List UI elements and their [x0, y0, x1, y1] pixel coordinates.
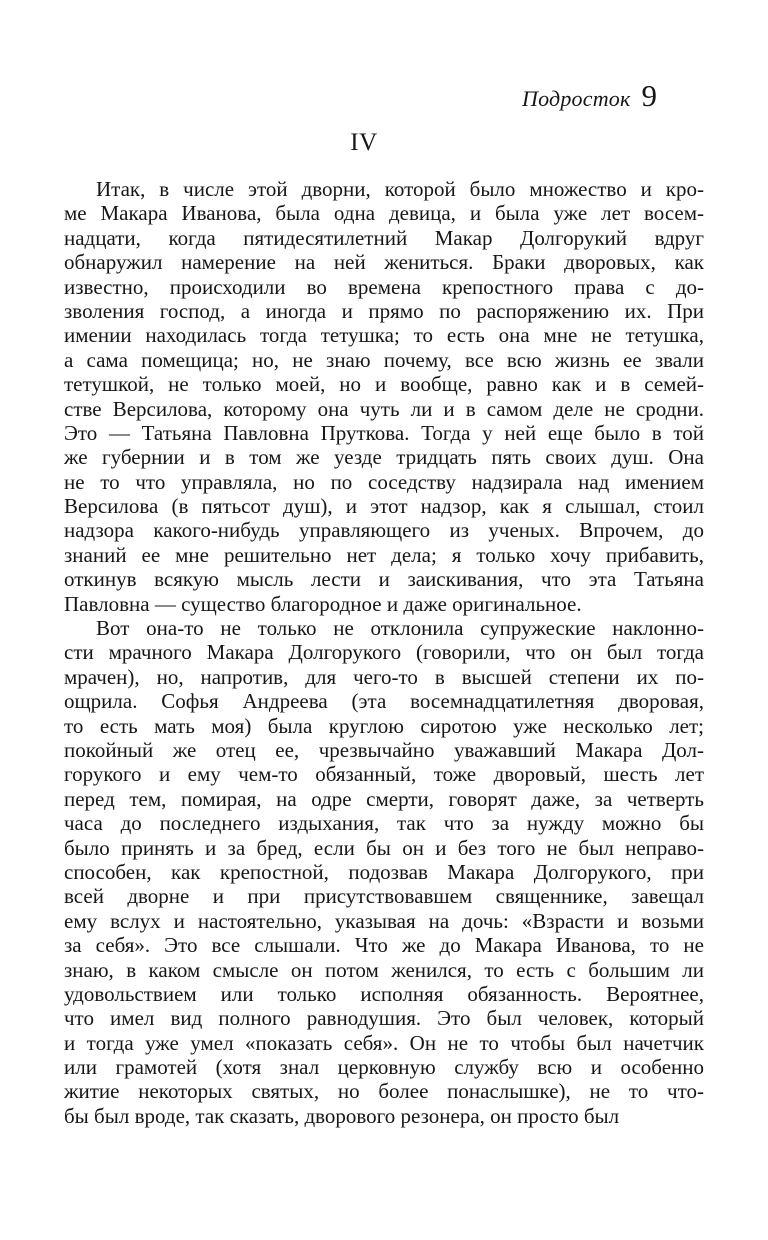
text-line: перед тем, помирая, на одре смерти, говорят даже, за четверть [64, 786, 704, 811]
text-line: всей дворне и при присутствовавшем священнике, завещал [64, 884, 704, 909]
text-line: способен, как крепостной, подозвав Макара Долгорукого, при [64, 859, 704, 884]
text-line: тетушкой, не только моей, но и вообще, равно как и в семей- [64, 372, 704, 397]
text-line: что имел вид полного равнодушия. Это был человек, который [64, 1006, 704, 1031]
text-line: известно, происходили во времена крепостного права с до- [64, 274, 704, 299]
text-line: обнаружил намерение на ней жениться. Браки дворовых, как [64, 250, 704, 275]
text-line: было принять и за бред, если бы он и без того не был неправо- [64, 835, 704, 860]
text-line: знаю, в каком смысле он потом женился, то есть с большим ли [64, 957, 704, 982]
text-line: покойный же отец ее, чрезвычайно уважавший Макара Дол- [64, 737, 704, 762]
text-line: и тогда уже умел «показать себя». Он не то чтобы был начетчик [64, 1030, 704, 1055]
text-line: Это — Татьяна Павловна Пруткова. Тогда у ней еще было в той [64, 420, 704, 445]
text-line: бы был вроде, так сказать, дворового резонера, он просто был [64, 1103, 620, 1128]
text-line: часа до последнего издыхания, так что за нужду можно бы [64, 811, 704, 836]
text-line: Итак, в числе этой дворни, которой было множество и кро- [96, 177, 704, 201]
text-line: за себя». Это все слышали. Что же до Макара Иванова, то не [64, 933, 704, 958]
text-line: знаний ее мне решительно нет дела; я только хочу прибавить, [64, 542, 704, 567]
text-line: или грамотей (хотя знал церковную службу всю и особенно [64, 1055, 704, 1080]
paragraph [64, 616, 704, 1128]
text-line: ме Макара Иванова, была одна девица, и была уже лет восем- [64, 201, 704, 226]
chapter-heading: IV [350, 129, 378, 156]
text-line: сти мрачного Макара Долгорукого (говорили, что он был тогда [64, 640, 704, 665]
text-line: надцати, когда пятидесятилетний Макар Долгорукий вдруг [64, 225, 704, 250]
text-line: горукого и ему чем-то обязанный, тоже дворовый, шесть лет [64, 762, 704, 787]
text-line: не то что управляла, но по соседству надзирала над имением [64, 469, 704, 494]
text-line: мрачен), но, напротив, для чего-то в высшей степени их по- [64, 664, 704, 689]
text-line: откинув всякую мысль лести и заискивания, что эта Татьяна [64, 567, 704, 592]
text-line: имении находилась тогда тетушка; то есть она мне не тетушка, [64, 323, 704, 348]
text-line: Вот она-то не только не отклонила супружеские наклонно- [96, 616, 704, 641]
text-line: то есть мать моя) была круглою сиротою уже несколько лет; [64, 713, 704, 738]
text-line: зволения господ, а иногда и прямо по распоряжению их. При [64, 298, 704, 323]
text-line: ему вслух и настоятельно, указывая на дочь: «Взрасти и возьми [64, 908, 704, 933]
text-line: стве Версилова, которому она чуть ли и в самом деле не сродни. [64, 396, 704, 421]
text-block [64, 177, 704, 1128]
page-number: 9 [641, 78, 657, 113]
book-title: Подросток [522, 86, 631, 111]
text-line: ощрила. Софья Андреева (эта восемнадцатилетняя дворовая, [64, 689, 704, 714]
text-line: житие некоторых святых, но более понаслышке), не то что- [64, 1079, 704, 1104]
text-line: же губернии и в том же уезде тридцать пять своих душ. Она [64, 445, 704, 470]
text-line: Версилова (в пятьсот душ), и этот надзор, как я слышал, стоил [64, 494, 704, 519]
text-line: удовольствием или только исполняя обязанность. Вероятнее, [64, 981, 704, 1006]
text-line: Павловна — существо благородное и даже оригинальное. [64, 591, 582, 616]
text-line: а сама помещица; но, не знаю почему, все всю жизнь ее звали [64, 347, 704, 372]
paragraph [64, 177, 704, 616]
text-line: надзора какого-нибудь управляющего из ученых. Впрочем, до [64, 518, 704, 543]
running-head [64, 80, 657, 112]
